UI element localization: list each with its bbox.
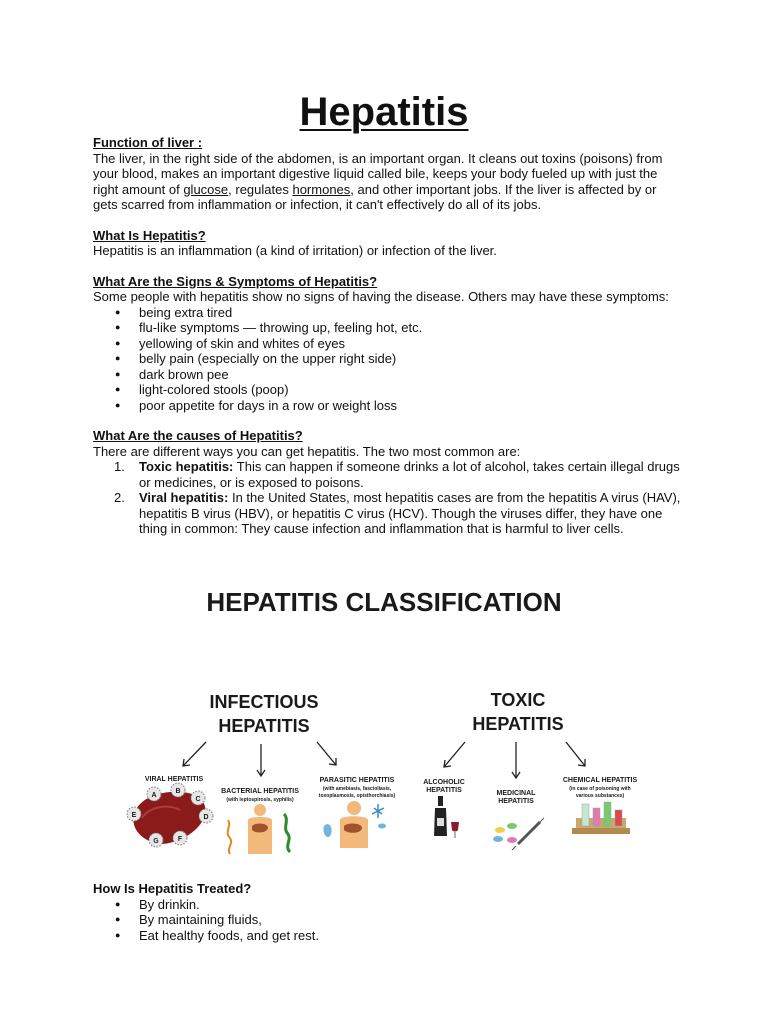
parasitic-label: PARASITIC HEPATITIS: [319, 777, 395, 784]
list-item: ● belly pain (especially on the upper right side): [93, 351, 683, 367]
bacterial-sub: (with leptospirosis, syphilis): [226, 797, 294, 803]
alcoholic-label: ALCOHOLIC: [423, 779, 465, 786]
what-heading: What Is Hepatitis?: [93, 227, 206, 243]
virus-letter-g: G: [153, 838, 159, 845]
figure-title: HEPATITIS CLASSIFICATION: [206, 587, 562, 617]
chemical-sub-2: various substances): [575, 793, 625, 799]
virus-letter-e: E: [131, 812, 137, 819]
virus-letter-a: A: [151, 792, 157, 799]
hormones-link[interactable]: hormones: [292, 181, 351, 197]
liver-heading: Function of liver :: [93, 135, 203, 150]
virus-letter-f: F: [177, 836, 183, 843]
alcoholic-label-2: HEPATITIS: [426, 787, 462, 794]
list-item: ● being extra tired: [93, 305, 683, 321]
virus-letter-c: C: [195, 796, 201, 803]
list-item: ● By drinkin.: [93, 897, 683, 913]
list-item: ● dark brown pee: [93, 367, 683, 383]
causes-intro: There are different ways you can get hepatitis. The two most common are:: [93, 443, 521, 459]
medicinal-label-2: HEPATITIS: [498, 798, 534, 805]
list-item: ● Eat healthy foods, and get rest.: [93, 928, 683, 944]
parasitic-sub-2: toxoplasmosis, opisthorchiasis): [318, 793, 396, 799]
causes-list: [93, 459, 683, 537]
list-item: ● poor appetite for days in a row or weight loss: [93, 398, 683, 414]
list-item: 1. Toxic hepatitis: This can happen if someone drinks a lot of alcohol, takes certain illegal drugs or medicines, or is exposed to poisons.: [114, 459, 680, 490]
medicinal-label: MEDICINAL: [496, 790, 536, 797]
toxic-label-2: HEPATITIS: [472, 714, 564, 734]
symptoms-list: [93, 305, 683, 414]
page-title: Hepatitis: [299, 90, 469, 134]
virus-letter-d: D: [203, 814, 209, 821]
chemical-sub-1: (in case of poisoning with: [569, 786, 631, 792]
list-item: ● flu-like symptoms — throwing up, feeling hot, etc.: [93, 320, 683, 336]
treatment-section: [93, 866, 683, 943]
bacterial-label: BACTERIAL HEPATITIS: [221, 788, 299, 795]
document-body: [93, 135, 683, 537]
signs-heading: What Are the Signs & Symptoms of Hepatitis?: [93, 273, 378, 289]
hepatitis-classification-figure: [120, 582, 648, 864]
causes-heading: What Are the causes of Hepatitis?: [93, 428, 303, 443]
virus-letter-b: B: [175, 788, 181, 795]
glucose-link[interactable]: glucose: [183, 181, 229, 197]
liver-paragraph: The liver, in the right side of the abdomen, is an important organ. It cleans out toxins (poisons) from your blood, makes an important digestive liquid called bile, keeps your body fueled up with just the right amount of glucose, regulates hormones, and other important jobs. If the liver is affected by or gets scarred from inflammation or infection, it can't effectively do all of its jobs.: [93, 150, 663, 212]
list-item: 2. Viral hepatitis: In the United States, most hepatitis cases are from the hepatitis A virus (HAV), hepatitis B virus (HBV), or hepatitis C virus (HCV). Though the viruses differ, they have one thing in common: They cause infection and inflammation that is harmful to liver cells.: [114, 490, 681, 536]
treatment-list: [93, 897, 683, 944]
infectious-label-2: HEPATITIS: [218, 716, 310, 736]
list-item: ● light-colored stools (poop): [93, 382, 683, 398]
parasitic-sub-1: (with amebiasis, fascioliasis,: [322, 786, 392, 792]
infectious-label: INFECTIOUS: [209, 692, 319, 712]
treated-heading: How Is Hepatitis Treated?: [93, 881, 252, 896]
toxic-label: TOXIC: [490, 690, 546, 710]
list-item: ● By maintaining fluids,: [93, 912, 683, 928]
viral-label: VIRAL HEPATITIS: [144, 776, 204, 783]
what-paragraph: Hepatitis is an inflammation (a kind of irritation) or infection of the liver.: [93, 243, 497, 258]
chemical-label: CHEMICAL HEPATITIS: [562, 777, 638, 784]
signs-intro: Some people with hepatitis show no signs of having the disease. Others may have these symptoms:: [93, 289, 669, 304]
list-item: ● yellowing of skin and whites of eyes: [93, 336, 683, 352]
